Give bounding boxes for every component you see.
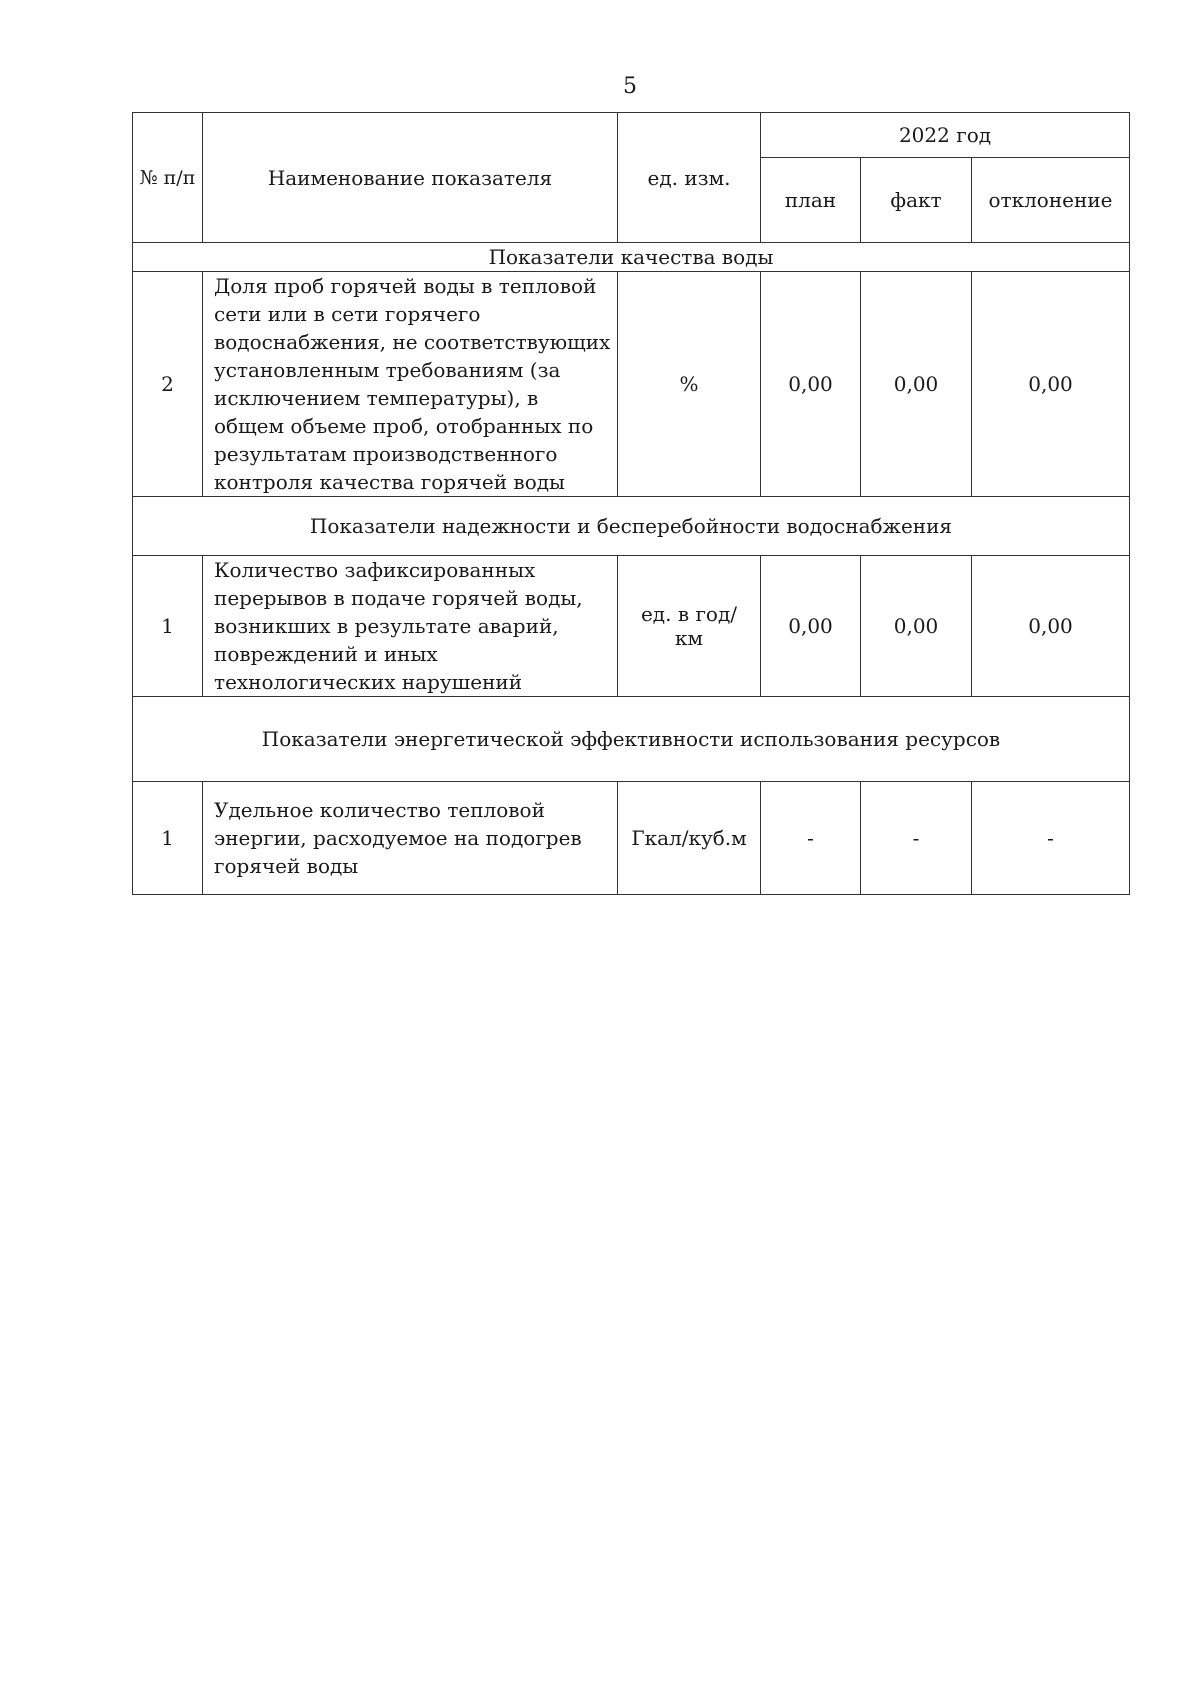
row-num: 2	[133, 272, 203, 497]
header-year: 2022 год	[761, 113, 1130, 158]
row-deviation: 0,00	[972, 272, 1130, 497]
row-plan: -	[761, 782, 861, 895]
section-title-energy-efficiency: Показатели энергетической эффективности использования ресурсов	[133, 697, 1130, 782]
row-num: 1	[133, 556, 203, 697]
row-deviation: 0,00	[972, 556, 1130, 697]
row-plan: 0,00	[761, 556, 861, 697]
section-row	[133, 697, 1130, 782]
row-plan: 0,00	[761, 272, 861, 497]
row-name: Удельное количество тепловой энергии, расходуемое на подогрев горячей воды	[203, 782, 618, 895]
row-num: 1	[133, 782, 203, 895]
indicators-table	[132, 112, 1130, 895]
section-row	[133, 243, 1130, 272]
row-fact: -	[861, 782, 972, 895]
header-deviation: отклонение	[972, 158, 1130, 243]
header-unit: ед. изм.	[618, 113, 761, 243]
row-unit: ед. в год/ км	[618, 556, 761, 697]
table-row	[133, 272, 1130, 497]
header-row-1	[133, 113, 1130, 158]
header-plan: план	[761, 158, 861, 243]
row-unit: Гкал/куб.м	[618, 782, 761, 895]
section-title-reliability: Показатели надежности и бесперебойности водоснабжения	[133, 497, 1130, 556]
section-title-water-quality: Показатели качества воды	[133, 243, 1130, 272]
header-name: Наименование показателя	[203, 113, 618, 243]
header-num: № п/п	[133, 113, 203, 243]
row-unit: %	[618, 272, 761, 497]
page-number: 5	[623, 74, 637, 99]
row-fact: 0,00	[861, 272, 972, 497]
row-fact: 0,00	[861, 556, 972, 697]
row-name: Доля проб горячей воды в тепловой сети или в сети горячего водоснабжения, не соответствующих установленным требованиям (за исключением температуры), в общем объеме проб, отобранных по результатам производственного контроля качества горячей воды	[203, 272, 618, 497]
table-row	[133, 556, 1130, 697]
header-fact: факт	[861, 158, 972, 243]
row-deviation: -	[972, 782, 1130, 895]
row-name: Количество зафиксированных перерывов в подаче горячей воды, возникших в результате аварий, повреждений и иных технологических нарушений	[203, 556, 618, 697]
table-row	[133, 782, 1130, 895]
section-row	[133, 497, 1130, 556]
